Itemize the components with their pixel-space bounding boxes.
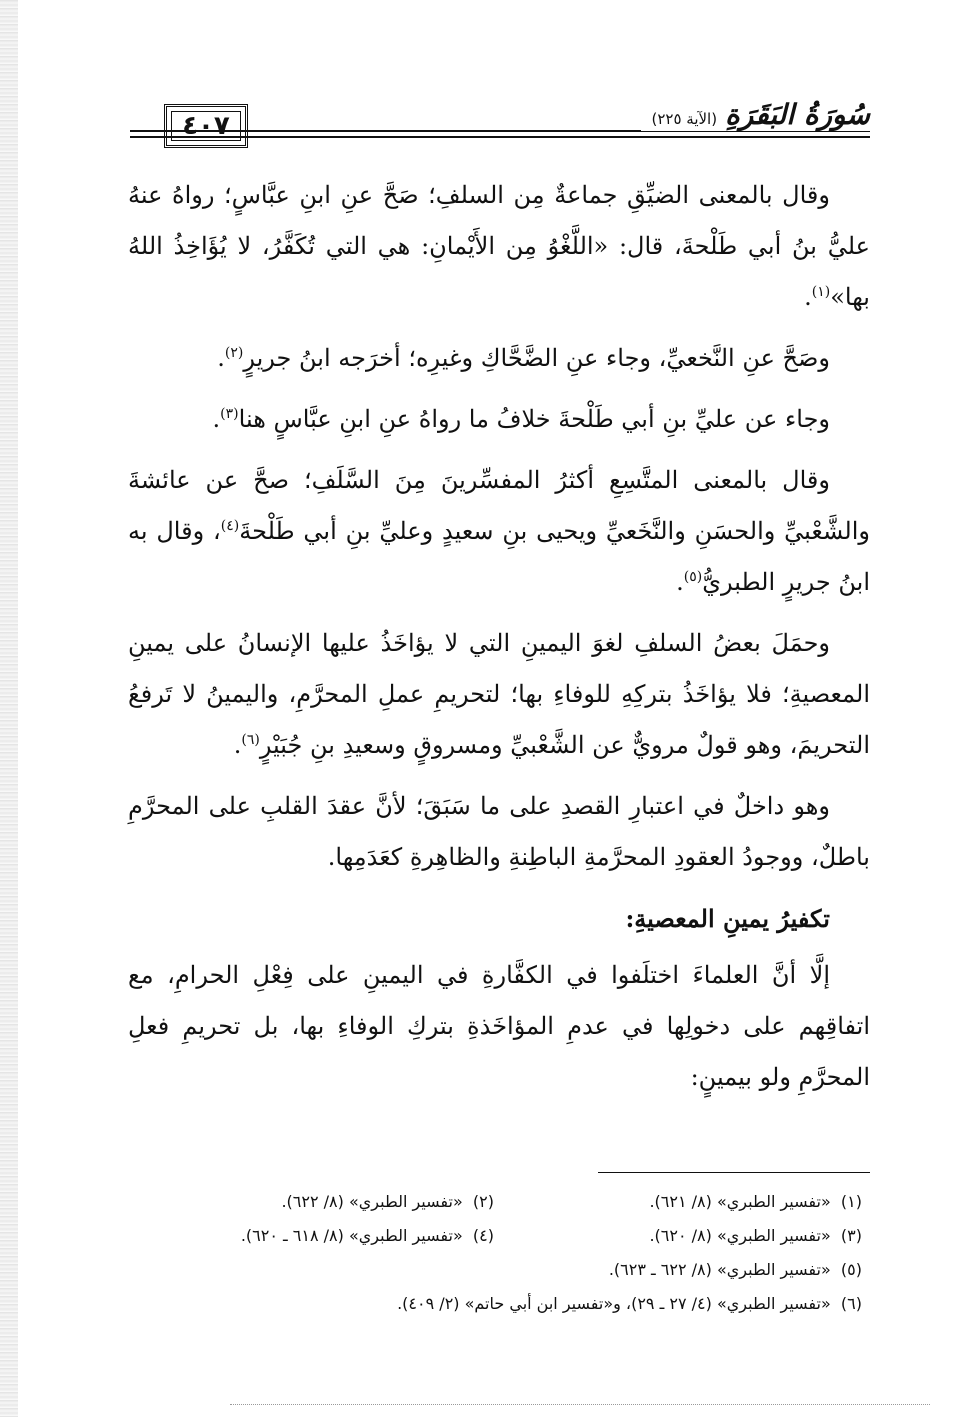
- footnote-number: (٥): [840, 1259, 862, 1279]
- footnote-text: «تفسير الطبري» (٨/ ٦٢٢ ـ ٦٢٣).: [608, 1259, 831, 1279]
- footnote-3: [502, 1226, 870, 1245]
- main-text: [128, 170, 870, 1113]
- footnote-text: «تفسير الطبري» (٨/ ٦٢٠).: [649, 1225, 831, 1245]
- page-number: [164, 104, 248, 148]
- footnote-text: «تفسير الطبري» (٨/ ٦٢٢).: [281, 1191, 463, 1211]
- footnote-text: «تفسير الطبري» (٨/ ٦١٨ ـ ٦٢٠).: [240, 1225, 463, 1245]
- footnote-1: [502, 1192, 870, 1211]
- paragraph-end: .: [233, 731, 242, 759]
- paragraph-3: [128, 394, 870, 445]
- paragraph-text: وجاء عن عليِّ بنِ أبي طَلْحةَ خلافُ ما رواهُ عنِ ابنِ عبَّاسٍ هنا: [238, 405, 830, 433]
- paragraph-2: [128, 333, 870, 384]
- scan-edge-bottom: [230, 1404, 930, 1407]
- footnote-5: [128, 1260, 870, 1279]
- footnote-number: (٢): [472, 1191, 494, 1211]
- paragraph-7: إلَّا أنَّ العلماءَ اختلَفوا في الكفَّارةِ في اليمينِ على فِعْلِ الحرامِ، مع اتفاقِهم على دخولِها في عدمِ المؤاخَذةِ بتركِ الوفاءِ بها، بل تحريمِ فعلِ المحرَّمِ ولو بيمينٍ:: [128, 961, 870, 1091]
- paragraph-end: .: [804, 283, 812, 311]
- paragraph-6: [128, 781, 870, 883]
- footnote-2: [134, 1192, 502, 1211]
- footnote-ref: (٦): [241, 732, 260, 748]
- footnote-text: «تفسير الطبري» (٤/ ٢٧ ـ ٢٩)، و«تفسير ابن أبي حاتم» (٢/ ٤٠٩).: [397, 1293, 831, 1313]
- scan-edge-left: [0, 0, 18, 1417]
- verse-reference: (الآية ٢٢٥): [651, 110, 718, 128]
- paragraph-text: وقال بالمعنى الضيِّقِ جماعةٌ مِن السلفِ؛ صَحَّ عنِ ابنِ عبَّاسٍ؛ رواهُ عنهُ عليُّ بنُ أبي طَلْحةَ، قال: «اللَّغْوُ مِن الأَيْمانِ: هي التي تُكَفَّرُ، لا يُؤَاخِذُ اللهُ بها»: [128, 181, 870, 311]
- footnote-6: [128, 1294, 870, 1313]
- page-number-text: ٤٠٧: [182, 111, 230, 141]
- footnote-ref: (١): [811, 284, 831, 300]
- footnote-text: «تفسير الطبري» (٨/ ٦٢١).: [649, 1191, 831, 1211]
- footnotes: [128, 1184, 870, 1320]
- footnote-number: (٤): [472, 1225, 494, 1245]
- paragraph-1: [128, 170, 870, 323]
- footnote-4: [134, 1226, 502, 1245]
- paragraph-text: وصَحَّ عنِ النَّخعيِّ، وجاء عنِ الضَّحَّاكِ وغيرِه؛ أخرَجه ابنُ جريرٍ: [243, 344, 830, 372]
- footnote-row: [128, 1286, 870, 1320]
- page-header: [130, 96, 870, 156]
- footnote-row: [128, 1184, 870, 1218]
- paragraph-5: [128, 618, 870, 771]
- paragraph-text: وهو داخلٌ في اعتبارِ القصدِ على ما سَبَقَ؛ لأنَّ عقدَ القلبِ على المحرَّمِ باطلٌ، ووجودُ العقودِ المحرَّمةِ الباطِنةِ والظاهِرةِ كعَدَمِها.: [128, 792, 870, 871]
- paragraph-text: وحمَلَ بعضُ السلفِ لغوَ اليمينِ التي لا يؤاخَذُ عليها الإنسانُ على يمينِ المعصيةِ؛ فلا يؤاخَذُ بتركِهِ للوفاءِ بها؛ لتحريمِ عملِ المحرَّمِ، واليمينُ لا تَرفعُ التحريمَ، وهو قولٌ مرويٌّ عن الشَّعْبيِّ ومسروقٍ وسعيدِ بنِ جُبَيْرٍ: [128, 629, 870, 759]
- footnote-row: [128, 1218, 870, 1252]
- paragraph-text: وقال بالمعنى المتَّسِعِ أكثرُ المفسِّرينَ مِنَ السَّلَفِ؛ صحَّ عن عائشةَ والشَّعْبيِّ والحسَنِ والنَّخَعيِّ ويحيى بنِ سعيدٍ وعليِّ بنِ أبي طَلْحةَ: [128, 466, 870, 545]
- paragraph-4: [128, 455, 870, 608]
- paragraph-text-cont: ، وقال به ابنُ جريرٍ الطبريُّ: [128, 517, 870, 596]
- running-title: [641, 98, 870, 131]
- footnote-number: (٦): [840, 1293, 862, 1313]
- surah-name: سُورَةُ البَقَرَةِ: [725, 98, 870, 131]
- footnote-ref: (٣): [220, 406, 239, 422]
- footnote-number: (٣): [840, 1225, 862, 1245]
- footnote-ref: (٥): [683, 569, 703, 585]
- footnote-separator: [598, 1172, 870, 1173]
- paragraph-end: .: [212, 405, 221, 433]
- footnote-ref: (٤): [220, 518, 240, 534]
- footnote-row: [128, 1252, 870, 1286]
- section-heading: تكفيرُ يمينِ المعصيةِ:: [625, 904, 830, 933]
- footnote-ref: (٢): [224, 345, 244, 361]
- paragraph-end: .: [217, 344, 225, 372]
- paragraph-end: .: [676, 568, 684, 596]
- footnote-number: (١): [840, 1191, 862, 1211]
